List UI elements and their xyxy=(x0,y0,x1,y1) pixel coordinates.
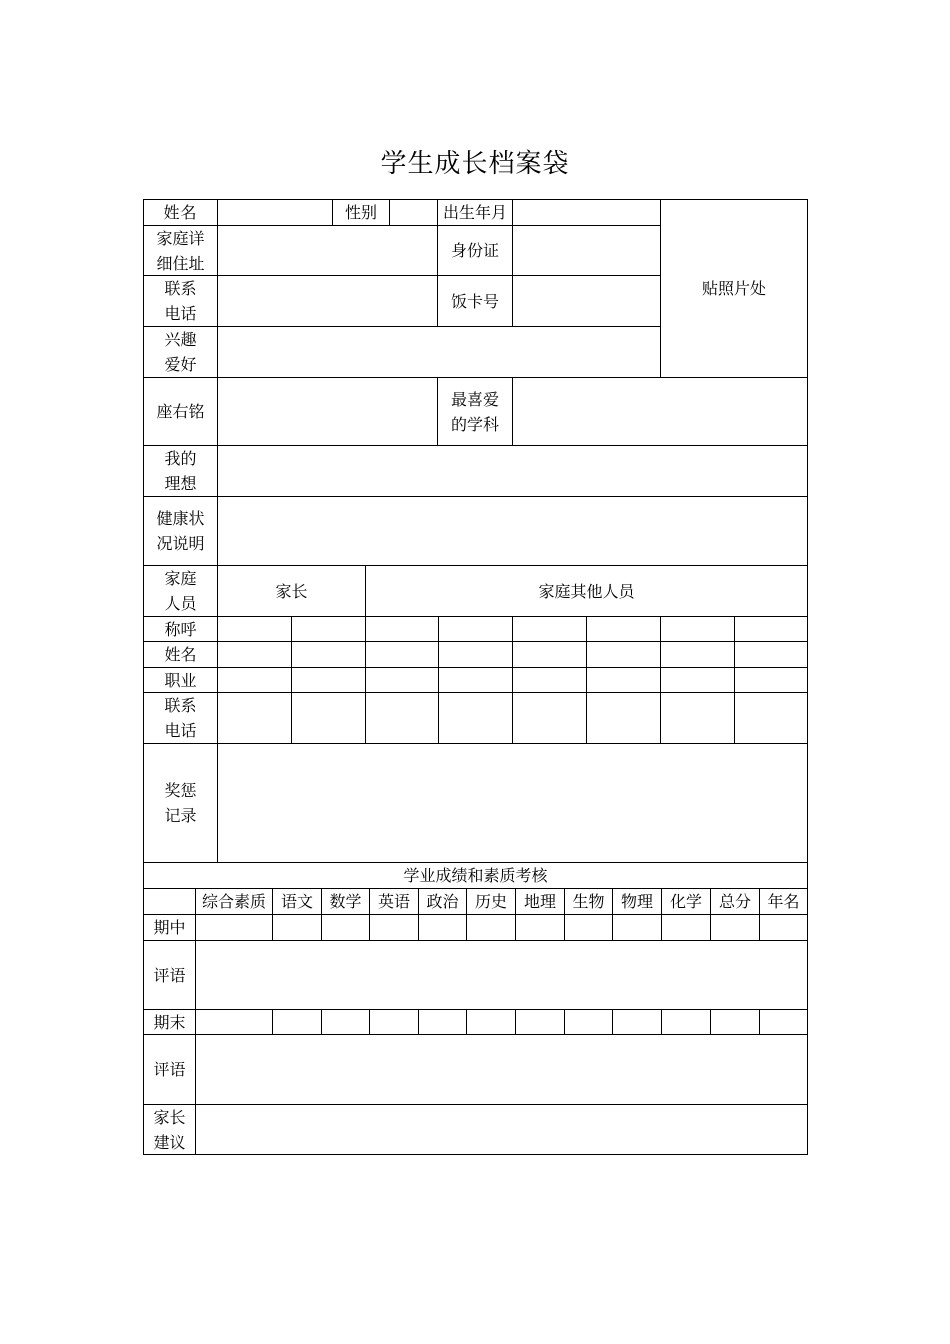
label-id-card: 身份证 xyxy=(450,241,499,260)
table-border xyxy=(807,199,808,1155)
family-cell[interactable] xyxy=(513,668,586,692)
subject-header: 总分 xyxy=(718,892,751,911)
midterm-score-cell[interactable] xyxy=(662,915,710,940)
subject-header: 数学 xyxy=(329,892,362,911)
family-cell[interactable] xyxy=(439,642,512,667)
label-birth: 出生年月 xyxy=(442,203,507,222)
label-midterm-comment: 评语 xyxy=(153,965,186,985)
family-cell[interactable] xyxy=(587,668,660,692)
label-other-family: 家庭其他人员 xyxy=(538,581,635,601)
label-meal-card: 饭卡号 xyxy=(450,291,499,311)
family-cell[interactable] xyxy=(218,668,291,692)
label-relation: 称呼 xyxy=(164,619,197,639)
family-cell[interactable] xyxy=(292,668,438,692)
label-address: 家庭详细住址 xyxy=(156,228,205,273)
photo-placeholder: 贴照片处 xyxy=(701,279,766,298)
student-growth-form xyxy=(143,199,808,1155)
final-score-cell[interactable] xyxy=(613,1010,661,1034)
family-cell[interactable] xyxy=(513,617,586,641)
family-cell[interactable] xyxy=(439,617,512,641)
health-field[interactable] xyxy=(218,497,807,565)
midterm-score-cell[interactable] xyxy=(613,915,661,940)
final-score-cell[interactable] xyxy=(322,1010,369,1034)
label-occupation: 职业 xyxy=(164,670,197,690)
family-cell[interactable] xyxy=(661,668,734,692)
family-cell[interactable] xyxy=(218,642,291,667)
midterm-score-cell[interactable] xyxy=(273,915,321,940)
family-cell[interactable] xyxy=(513,693,586,743)
label-ideal: 我的理想 xyxy=(164,449,197,493)
midterm-score-cell[interactable] xyxy=(419,915,466,940)
family-cell[interactable] xyxy=(735,642,807,667)
midterm-score-cell[interactable] xyxy=(467,915,515,940)
subject-header: 英语 xyxy=(377,892,410,911)
midterm-score-cell[interactable] xyxy=(565,915,612,940)
label-name: 姓名 xyxy=(163,203,198,222)
family-cell[interactable] xyxy=(735,693,807,743)
family-cell[interactable] xyxy=(513,642,586,667)
final-score-cell[interactable] xyxy=(467,1010,515,1034)
family-cell[interactable] xyxy=(661,617,734,641)
final-score-cell[interactable] xyxy=(196,1010,272,1034)
final-score-cell[interactable] xyxy=(662,1010,710,1034)
subject-header: 地理 xyxy=(523,892,556,911)
midterm-score-cell[interactable] xyxy=(711,915,759,940)
final-score-cell[interactable] xyxy=(565,1010,612,1034)
label-family-phone: 联系电话 xyxy=(164,696,197,740)
midterm-score-cell[interactable] xyxy=(322,915,369,940)
label-rewards: 奖惩记录 xyxy=(164,781,197,825)
rewards-field[interactable] xyxy=(218,744,807,862)
label-parents: 家长 xyxy=(275,581,308,601)
family-cell[interactable] xyxy=(218,617,291,641)
birth-field[interactable] xyxy=(513,200,660,225)
family-cell[interactable] xyxy=(735,617,807,641)
subject-header: 物理 xyxy=(620,892,653,911)
parent-advice-field[interactable] xyxy=(196,1105,807,1154)
family-cell[interactable] xyxy=(661,693,734,743)
phone-field[interactable] xyxy=(218,276,437,326)
label-favorite-subject: 最喜爱的学科 xyxy=(450,389,499,434)
midterm-score-cell[interactable] xyxy=(760,915,807,940)
final-comment-field[interactable] xyxy=(196,1035,807,1104)
family-cell[interactable] xyxy=(587,693,660,743)
family-cell[interactable] xyxy=(292,642,438,667)
label-family: 家庭人员 xyxy=(164,569,197,613)
subject-header: 语文 xyxy=(280,892,313,911)
motto-field[interactable] xyxy=(218,378,437,445)
label-final-comment: 评语 xyxy=(153,1060,186,1079)
label-hobby: 兴趣爱好 xyxy=(164,330,197,374)
family-cell[interactable] xyxy=(587,617,660,641)
gender-field[interactable] xyxy=(390,200,437,225)
label-motto: 座右铭 xyxy=(156,402,205,421)
meal-card-field[interactable] xyxy=(513,276,660,326)
grades-header: 学业成绩和素质考核 xyxy=(403,866,548,885)
address-field[interactable] xyxy=(218,226,437,275)
family-cell[interactable] xyxy=(292,693,438,743)
id-card-field[interactable] xyxy=(513,226,660,275)
subject-header: 政治 xyxy=(426,892,459,911)
label-gender: 性别 xyxy=(344,203,377,222)
subject-header: 生物 xyxy=(572,892,605,911)
family-cell[interactable] xyxy=(439,668,512,692)
family-cell[interactable] xyxy=(218,693,291,743)
label-final: 期末 xyxy=(153,1012,186,1032)
final-score-cell[interactable] xyxy=(370,1010,418,1034)
label-phone: 联系电话 xyxy=(164,279,197,323)
final-score-cell[interactable] xyxy=(419,1010,466,1034)
final-score-cell[interactable] xyxy=(516,1010,564,1034)
subject-header: 综合素质 xyxy=(201,892,266,911)
table-border xyxy=(143,1154,808,1155)
final-score-cell[interactable] xyxy=(711,1010,759,1034)
label-health: 健康状况说明 xyxy=(156,509,205,553)
family-cell[interactable] xyxy=(292,617,438,641)
subject-header: 历史 xyxy=(474,892,507,911)
label-family-name: 姓名 xyxy=(164,645,197,664)
midterm-comment-field[interactable] xyxy=(196,941,807,1009)
favorite-subject-field[interactable] xyxy=(513,378,807,445)
family-cell[interactable] xyxy=(661,642,734,667)
page-title: 学生成长档案袋 xyxy=(380,149,570,179)
subject-header: 化学 xyxy=(669,892,702,911)
midterm-score-cell[interactable] xyxy=(370,915,418,940)
family-cell[interactable] xyxy=(587,642,660,667)
final-score-cell[interactable] xyxy=(760,1010,807,1034)
family-cell[interactable] xyxy=(439,693,512,743)
family-cell[interactable] xyxy=(735,668,807,692)
midterm-score-cell[interactable] xyxy=(196,915,272,940)
midterm-score-cell[interactable] xyxy=(516,915,564,940)
hobby-field[interactable] xyxy=(218,327,660,377)
label-parent-advice: 家长建议 xyxy=(153,1107,186,1152)
final-score-cell[interactable] xyxy=(273,1010,321,1034)
label-midterm: 期中 xyxy=(153,918,186,937)
name-field[interactable] xyxy=(218,200,332,225)
ideal-field[interactable] xyxy=(218,446,807,496)
subject-header: 年名 xyxy=(767,892,800,911)
